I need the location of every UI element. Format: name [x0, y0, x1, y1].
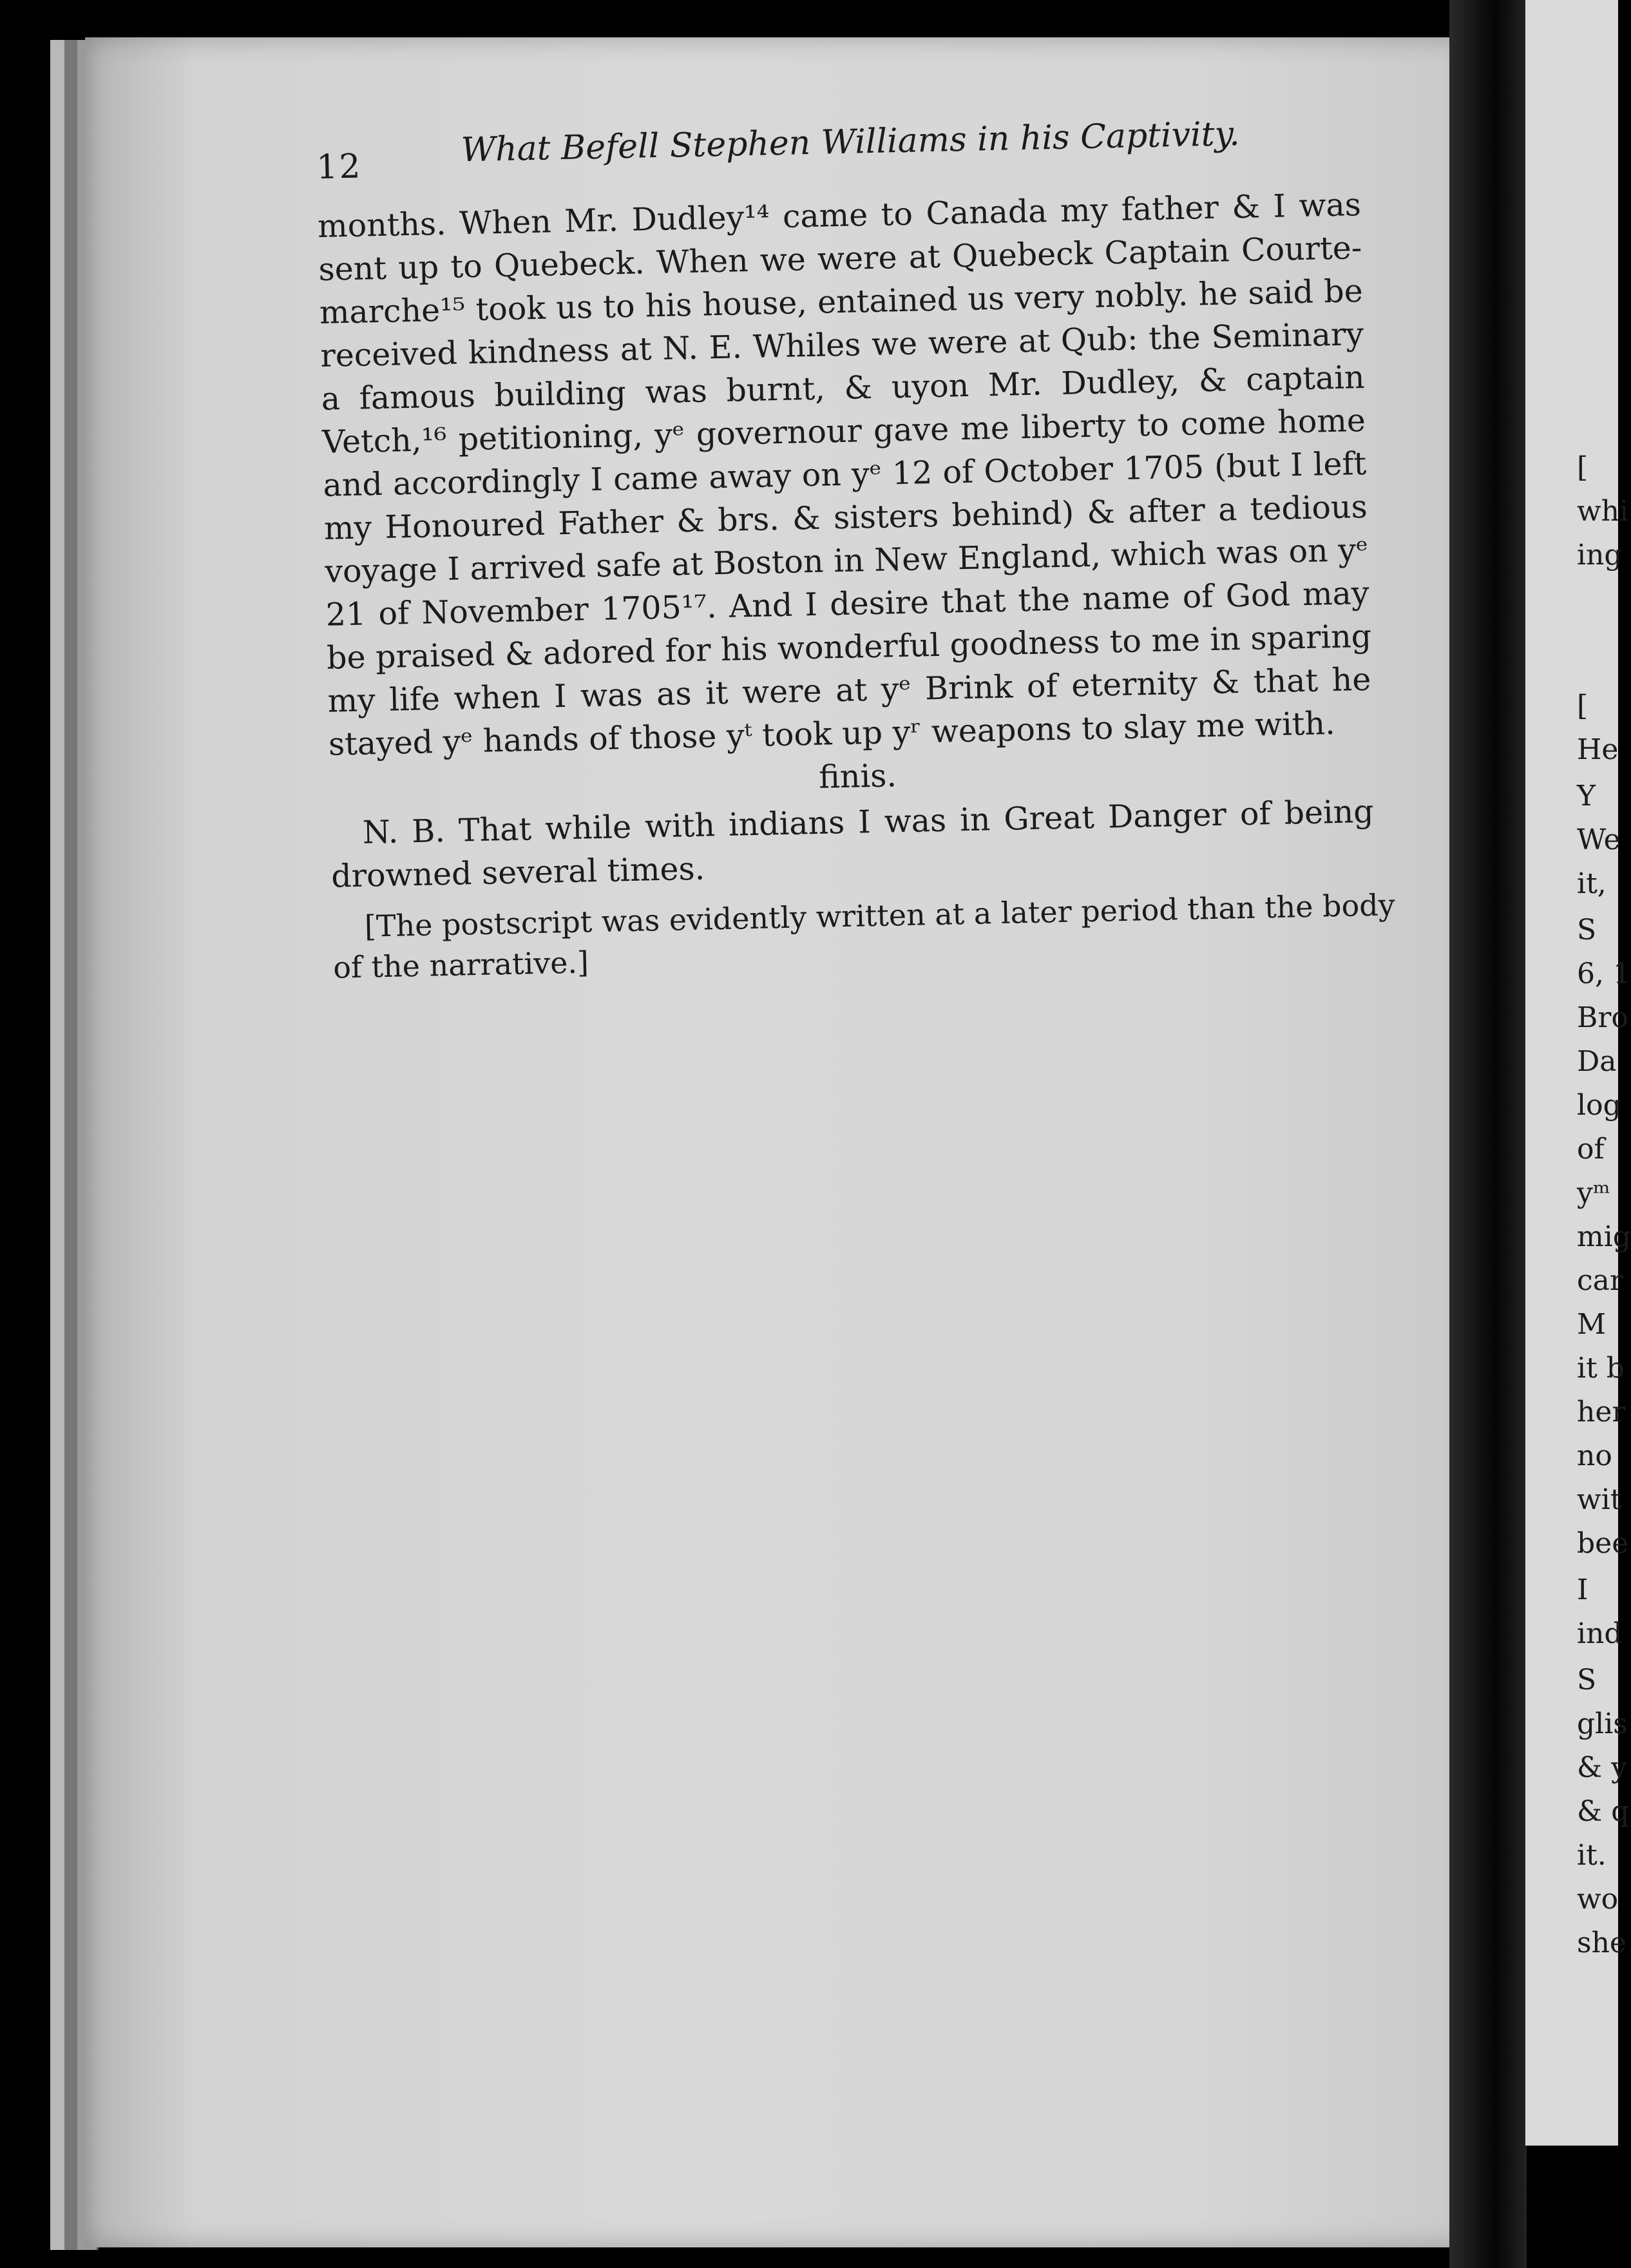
facing-page-fragment: ing: [1577, 539, 1623, 572]
facing-page-fragment: Bro: [1577, 1001, 1628, 1034]
facing-page-fragment: Da: [1577, 1045, 1617, 1078]
body-line: sent up to Quebeck. When we were at Quebeck Captain Courte-: [318, 229, 1362, 288]
nota-bene: [330, 790, 1375, 898]
editor-note-line: of the narrative.]: [332, 945, 589, 985]
facing-page-fragment: yᵐ: [1577, 1177, 1610, 1209]
editor-note-line: [The postscript was evidently written at a later period than the body: [364, 887, 1396, 944]
facing-page-fragment: M: [1577, 1308, 1607, 1341]
body-line: marche¹⁵ took us to his house, entained us very nobly. he said be: [319, 273, 1364, 331]
body-line: and accordingly I came away on yᵉ 12 of October 1705 (but I left: [322, 445, 1367, 504]
facing-page-fragment: mig: [1577, 1220, 1631, 1253]
facing-page-fragment: [: [1577, 689, 1588, 722]
facing-page-fragment: it.: [1577, 1839, 1607, 1872]
facing-page-fragment: & y: [1577, 1751, 1628, 1784]
facing-page-fragment: it,: [1577, 867, 1607, 900]
facing-page-fragment: [: [1577, 451, 1588, 484]
facing-page-fragment: S: [1577, 914, 1597, 947]
facing-page-fragment: He: [1577, 733, 1619, 766]
body-line: Vetch,¹⁶ petitioning, yᵉ governour gave me liberty to come home: [321, 401, 1366, 461]
facing-page-fragment: car: [1577, 1264, 1623, 1297]
page-text-block: [316, 107, 1396, 988]
nb-line: drowned several times.: [330, 850, 705, 895]
body-line: received kindness at N. E. Whiles we were at Qub: the Seminary: [320, 316, 1364, 374]
body-paragraph: [317, 183, 1372, 766]
body-line: my life when I was as it were at yᵉ Brink of eternity & that he: [327, 660, 1371, 720]
facing-page-fragment: wit: [1577, 1483, 1622, 1516]
facing-page-fragment: bee: [1577, 1527, 1629, 1560]
facing-page-fragment: log: [1577, 1089, 1621, 1122]
facing-page-fragment: ind: [1577, 1617, 1623, 1650]
nb-line: N. B. That while with indians I was in Great Danger of being: [362, 793, 1375, 851]
facing-page-fragment: her: [1577, 1396, 1626, 1428]
book-gutter: [1449, 0, 1527, 2268]
body-line: my Honoured Father & brs. & sisters behind) & after a tedious: [323, 488, 1368, 547]
finis-mark: finis.: [818, 757, 897, 796]
facing-page-fragment: no: [1577, 1439, 1612, 1472]
facing-page-fragment: it b: [1577, 1352, 1625, 1385]
body-line: voyage I arrived safe at Boston in New England, which was on yᵉ: [324, 531, 1369, 590]
facing-page-fragment: I: [1577, 1573, 1588, 1606]
facing-page-fragment: of: [1577, 1133, 1605, 1166]
body-line: a famous building was burnt, & uyon Mr. Dudley, & captain: [321, 358, 1366, 418]
running-title: What Befell Stephen Williams in his Captivity.: [461, 114, 1241, 170]
facing-page-fragment: wo: [1577, 1883, 1619, 1916]
facing-page-fragment: Y: [1577, 780, 1596, 812]
facing-page-fragment: glis: [1577, 1707, 1628, 1740]
facing-page-fragment: she: [1577, 1927, 1626, 1959]
body-line: months. When Mr. Dudley¹⁴ came to Canada my father & I was: [317, 186, 1362, 245]
body-line: stayed yᵉ hands of those yᵗ took up yʳ weapons to slay me with.: [328, 705, 1336, 763]
body-line: 21 of November 1705¹⁷. And I desire that the name of God may: [325, 574, 1370, 633]
facing-page-fragment: & q: [1577, 1795, 1630, 1828]
body-line: be praised & adored for his wonderful goodness to me in sparing: [326, 617, 1372, 677]
facing-page-fragment: 6, 1: [1577, 957, 1631, 990]
page-number: 12: [316, 147, 363, 187]
facing-page-fragment: We: [1577, 823, 1621, 856]
facing-page-fragment: whi: [1577, 495, 1629, 528]
facing-page-fragment: S: [1577, 1664, 1597, 1696]
facing-page-text: [1577, 451, 1631, 1959]
